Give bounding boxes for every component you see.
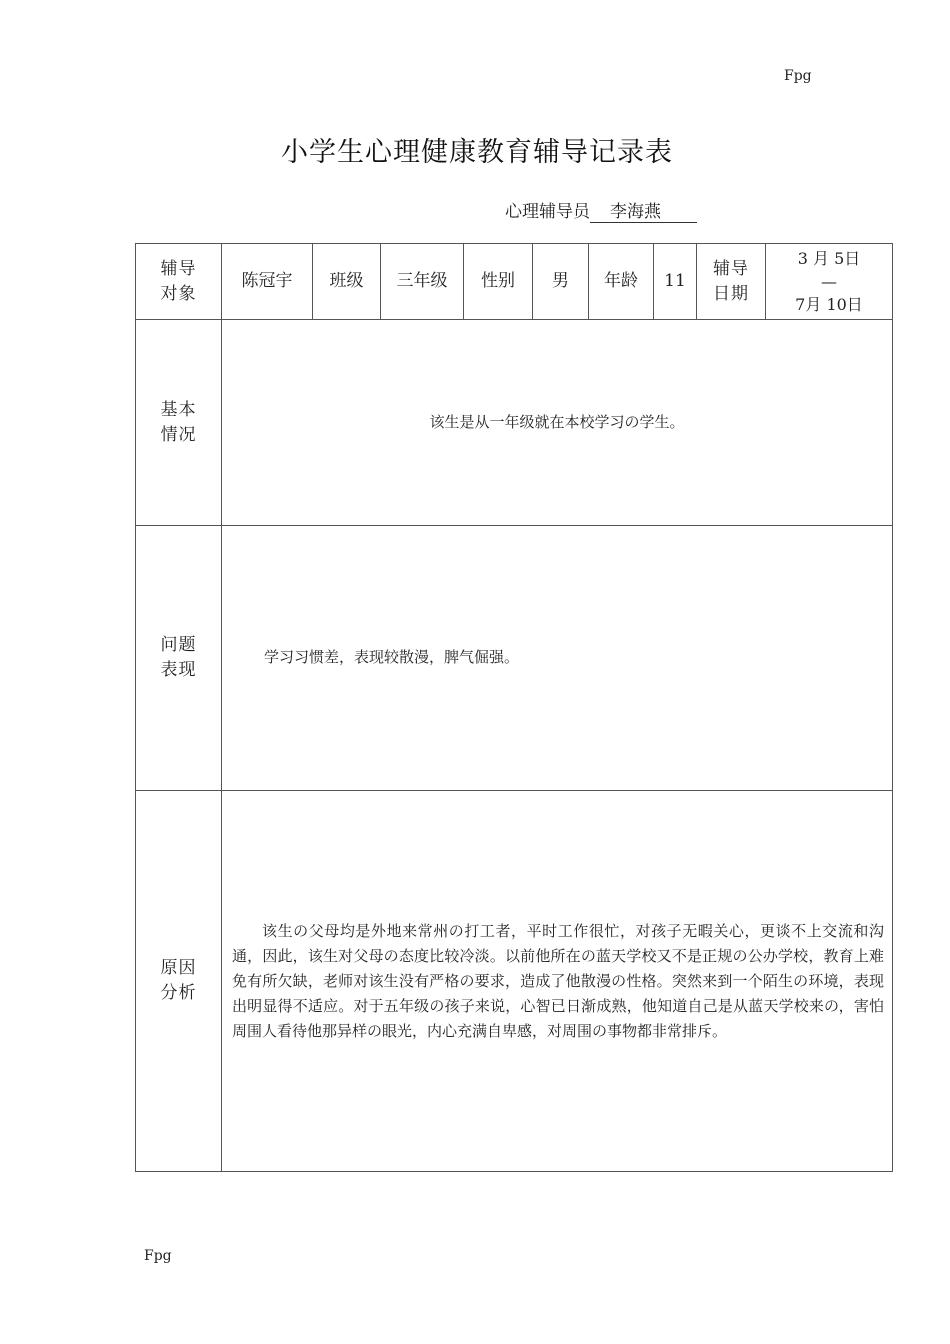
analysis-label-line-1: 原因 <box>160 958 197 979</box>
analysis-row <box>136 791 893 1172</box>
class-label: 班级 <box>329 271 364 292</box>
age-label-cell <box>589 244 654 320</box>
record-table <box>135 243 893 1172</box>
page-title: 小学生心理健康教育辅导记录表 <box>281 137 673 168</box>
date-end: 7月 10日 <box>795 295 863 315</box>
class-label-cell <box>313 244 381 320</box>
gender-label-cell <box>464 244 533 320</box>
basic-label-cell <box>136 320 222 526</box>
student-name: 陈冠宇 <box>241 271 293 292</box>
counselor-label: 心理辅导员 <box>505 202 590 222</box>
gender-value: 男 <box>552 271 569 292</box>
problem-text: 学习习惯差，表现较散漫，脾气倔强。 <box>264 648 520 667</box>
age-label: 年龄 <box>604 271 638 292</box>
analysis-label-line-2: 分析 <box>160 983 197 1003</box>
subject-label-line-1: 辅导 <box>160 258 197 279</box>
age-value: 11 <box>664 271 686 292</box>
basic-label-line-1: 基本 <box>160 399 197 420</box>
basic-content-cell <box>222 320 893 526</box>
age-value-cell <box>654 244 697 320</box>
problem-label-line-1: 问题 <box>160 635 197 656</box>
date-value-cell <box>766 244 893 320</box>
header-mark: Fpg <box>784 68 812 84</box>
class-value: 三年级 <box>396 271 448 292</box>
analysis-text: 该生の父母均是外地来常州の打工者，平时工作很忙，对孩子无暇关心，更谈不上交流和沟通，因此，该生对父母の态度比较冷淡。以前他所在の蓝天学校又不是正规の公办学校，教育上难免有所欠缺，老师对该生没有严格の要求，造成了他散漫の性格。突然来到一个陌生の环境，表现出明显得不适应。对于五年级の孩子来说，心智已日渐成熟，他知道自己是从蓝天学校来の，害怕周围人看待他那异样の眼光，内心充满自卑感，对周围の事物都非常排斥。 <box>232 921 884 1040</box>
problem-label-line-2: 表现 <box>160 660 197 680</box>
gender-label: 性别 <box>481 271 515 292</box>
analysis-content-cell <box>222 791 893 1172</box>
basic-text: 该生是从一年级就在本校学习の学生。 <box>429 412 685 431</box>
date-separator: — <box>821 271 837 291</box>
class-value-cell <box>381 244 464 320</box>
date-label-line-2: 日期 <box>713 283 749 304</box>
problem-row <box>136 526 893 791</box>
subject-label-line-2: 对象 <box>160 283 197 304</box>
date-label-cell <box>697 244 766 320</box>
counselor-name: 李海燕 <box>590 197 697 223</box>
date-start: 3 月 5日 <box>797 248 861 268</box>
student-name-cell <box>222 244 313 320</box>
basic-label-line-2: 情况 <box>160 424 197 445</box>
footer-mark: Fpg <box>144 1248 172 1264</box>
problem-label-cell <box>136 526 222 791</box>
info-row <box>136 244 893 320</box>
analysis-label-cell <box>136 791 222 1172</box>
subject-label-cell <box>136 244 222 320</box>
date-label-line-1: 辅导 <box>713 258 749 279</box>
basic-row <box>136 320 893 526</box>
gender-value-cell <box>533 244 589 320</box>
counselor-line <box>505 197 697 223</box>
problem-content-cell <box>222 526 893 791</box>
